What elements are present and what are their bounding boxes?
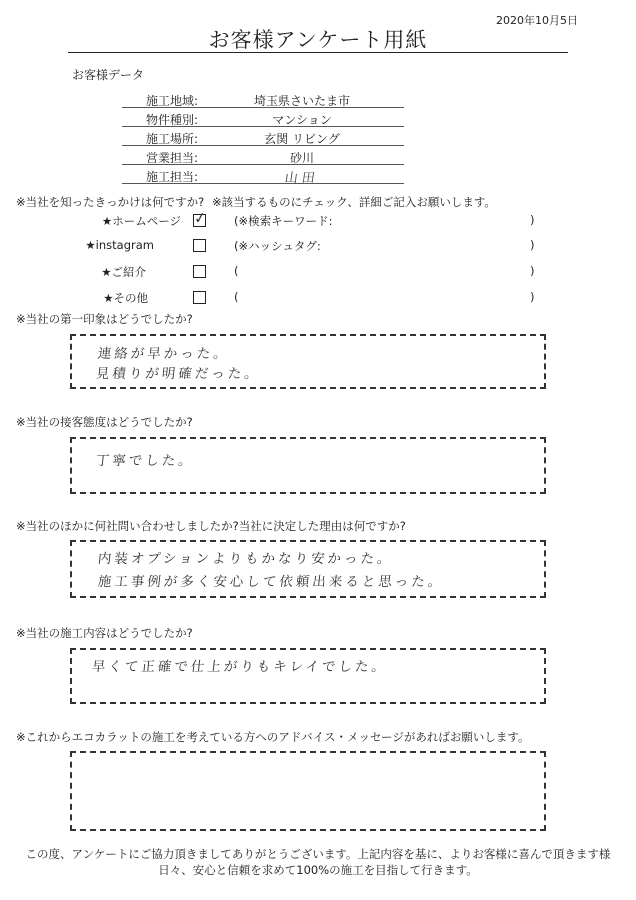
answer-box-decision-reason[interactable] bbox=[70, 540, 546, 598]
handwritten-answer-line: 連絡が早かった。 bbox=[96, 346, 231, 362]
info-row-property-type bbox=[122, 110, 404, 127]
handwritten-answer-line: 丁寧でした。 bbox=[94, 453, 196, 469]
info-value: 埼玉県さいたま市 bbox=[253, 94, 350, 108]
handwritten-answer-line: 早くて正確で仕上がりもキレイでした。 bbox=[90, 659, 389, 675]
page-title: お客様アンケート用紙 bbox=[208, 28, 428, 52]
info-value: 玄関 リビング bbox=[264, 132, 340, 146]
footer-line-2: 日々、安心と信頼を求めて100%の施工を目指して行きます。 bbox=[158, 863, 478, 877]
source-option-note: (※検索キーワード: bbox=[234, 214, 333, 228]
question-source: ※当社を知ったきっかけは何ですか? bbox=[16, 195, 205, 209]
info-key: 施工担当: bbox=[146, 170, 199, 184]
source-option-close: ) bbox=[530, 290, 535, 304]
info-value-handwritten: 山田 bbox=[283, 171, 320, 186]
handwritten-answer-line: 見積りが明確だった。 bbox=[94, 366, 262, 382]
source-option-close: ) bbox=[530, 264, 535, 278]
source-option-note: ( bbox=[234, 290, 239, 304]
handwritten-answer-line: 施工事例が多く安心して依頼出来ると思った。 bbox=[96, 574, 446, 590]
question-advice: ※これからエコカラットの施工を考えている方へのアドバイス・メッセージがあればお願いします。 bbox=[16, 730, 530, 744]
info-key: 物件種別: bbox=[146, 113, 199, 127]
question-service-attitude: ※当社の接客態度はどうでしたか? bbox=[16, 415, 193, 429]
info-value: 砂川 bbox=[289, 151, 314, 165]
question-source-instruction: ※該当するものにチェック、詳細ご記入お願いします。 bbox=[212, 195, 496, 209]
source-option-label: ★instagram bbox=[85, 238, 154, 252]
source-option-close: ) bbox=[530, 238, 535, 252]
source-option-checkbox[interactable] bbox=[193, 291, 206, 304]
footer-line-1: この度、アンケートにご協力頂きましてありがとうございます。上記内容を基に、よりお客様に喜んで頂きます様 bbox=[25, 847, 611, 861]
answer-box-first-impression[interactable] bbox=[70, 334, 546, 389]
source-option-label: ★ホームページ bbox=[101, 214, 181, 228]
info-key: 施工地域: bbox=[146, 94, 199, 108]
source-option-note: ( bbox=[234, 264, 239, 278]
source-option-note: (※ハッシュタグ: bbox=[234, 239, 321, 253]
info-row-installer bbox=[122, 167, 404, 184]
title-underline bbox=[68, 52, 568, 53]
info-row-sales-rep bbox=[122, 148, 404, 165]
source-option-checkbox[interactable] bbox=[193, 239, 206, 252]
answer-box-service-attitude[interactable] bbox=[70, 437, 546, 494]
question-decision-reason: ※当社のほかに何社問い合わせしましたか?当社に決定した理由は何ですか? bbox=[16, 519, 406, 533]
source-option-checkbox[interactable] bbox=[193, 265, 206, 278]
source-option-label: ★ご紹介 bbox=[101, 265, 146, 279]
survey-date: 2020年10月5日 bbox=[496, 14, 578, 27]
source-option-close: ) bbox=[530, 213, 535, 227]
info-key: 営業担当: bbox=[146, 151, 199, 165]
question-installation-quality: ※当社の施工内容はどうでしたか? bbox=[16, 626, 193, 640]
check-icon: ✓ bbox=[192, 208, 208, 228]
info-row-region bbox=[122, 91, 404, 108]
source-option-label: ★その他 bbox=[103, 291, 148, 305]
question-first-impression: ※当社の第一印象はどうでしたか? bbox=[16, 312, 193, 326]
info-key: 施工場所: bbox=[146, 132, 199, 146]
info-row-location bbox=[122, 129, 404, 146]
customer-data-label: お客様データ bbox=[72, 68, 145, 82]
answer-box-installation-quality[interactable] bbox=[70, 648, 546, 704]
handwritten-answer-line: 内装オプションよりもかなり安かった。 bbox=[96, 551, 395, 567]
info-value: マンション bbox=[272, 113, 332, 127]
answer-box-advice[interactable] bbox=[70, 751, 546, 831]
